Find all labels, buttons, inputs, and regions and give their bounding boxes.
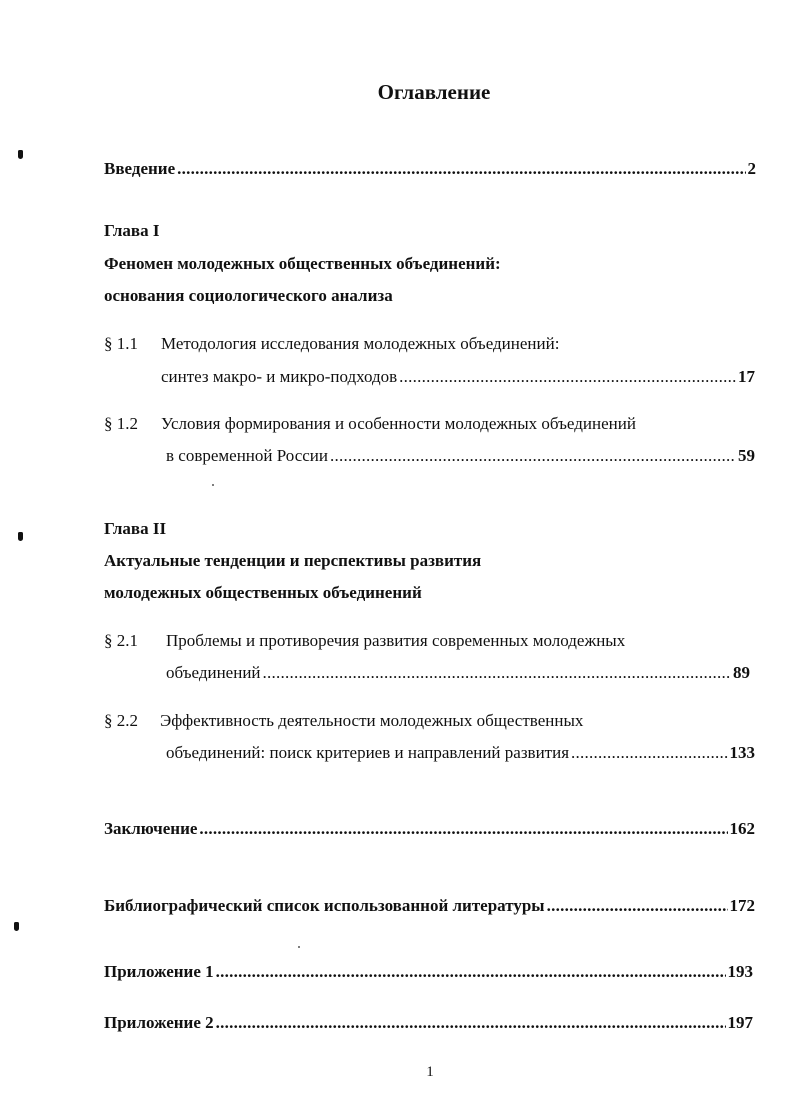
scan-speck <box>212 484 214 486</box>
toc-page-number: 17 <box>738 367 755 386</box>
scan-mark <box>18 150 23 159</box>
scan-mark <box>18 532 23 541</box>
section-title-line: в современной России <box>166 446 328 465</box>
toc-page-number: 162 <box>729 819 755 838</box>
toc-entry-label: Библиографический список использованной литературы <box>104 896 545 915</box>
section-title-line: Эффективность деятельности молодежных общественных <box>160 711 584 730</box>
chapter-heading: Глава I <box>104 221 160 240</box>
toc-title: Оглавление <box>377 80 491 104</box>
toc-page-number: 193 <box>727 962 753 981</box>
toc-entry-label: Приложение 1 <box>104 962 214 981</box>
section-title-line: объединений <box>166 663 261 682</box>
section-title-line: Проблемы и противоречия развития современных молодежных <box>166 631 626 650</box>
leader-dots <box>177 158 745 180</box>
toc-entry-label: Заключение <box>104 819 198 838</box>
toc-page-number: 133 <box>729 743 755 762</box>
leader-dots <box>399 366 736 388</box>
toc-entry-section <box>161 366 755 388</box>
chapter-title-line: Актуальные тенденции и перспективы развития <box>104 551 482 570</box>
toc-entry-appendix-1 <box>104 961 753 983</box>
section-title-line: объединений: поиск критериев и направлений развития <box>166 743 570 762</box>
leader-dots <box>571 742 727 764</box>
toc-entry-intro <box>104 158 756 180</box>
section-number: § 2.2 <box>104 711 138 730</box>
toc-page-number: 59 <box>738 446 755 465</box>
section-title-line: Условия формирования и особенности молодежных объединений <box>161 414 636 433</box>
section-number: § 2.1 <box>104 631 138 650</box>
scan-mark <box>14 922 19 931</box>
section-number: § 1.2 <box>104 414 138 433</box>
toc-page-number: 172 <box>729 896 755 915</box>
leader-dots <box>330 445 736 467</box>
chapter-title-line: молодежных общественных объединений <box>104 583 422 602</box>
page-number: 1 <box>426 1064 434 1080</box>
toc-page-number: 2 <box>747 159 756 178</box>
section-title-line: Методология исследования молодежных объединений: <box>161 334 560 353</box>
toc-entry-section <box>166 445 755 467</box>
leader-dots <box>199 818 727 840</box>
toc-entry-section <box>166 742 755 764</box>
section-number: § 1.1 <box>104 334 138 353</box>
leader-dots <box>263 662 731 684</box>
toc-entry-label: Приложение 2 <box>104 1013 214 1032</box>
toc-page-number: 197 <box>727 1013 753 1032</box>
scan-speck <box>298 946 300 948</box>
toc-entry-section <box>166 662 750 684</box>
leader-dots <box>547 895 728 917</box>
leader-dots <box>216 961 726 983</box>
chapter-heading: Глава II <box>104 519 167 538</box>
chapter-title-line: Феномен молодежных общественных объединений: <box>104 254 501 273</box>
toc-entry-bibliography <box>104 895 755 917</box>
section-title-line: синтез макро- и микро-подходов <box>161 367 398 386</box>
toc-page-number: 89 <box>733 663 750 682</box>
chapter-title-line: основания социологического анализа <box>104 286 393 305</box>
toc-entry-conclusion <box>104 818 755 840</box>
toc-entry-appendix-2 <box>104 1012 753 1034</box>
leader-dots <box>216 1012 726 1034</box>
toc-entry-label: Введение <box>104 159 176 178</box>
